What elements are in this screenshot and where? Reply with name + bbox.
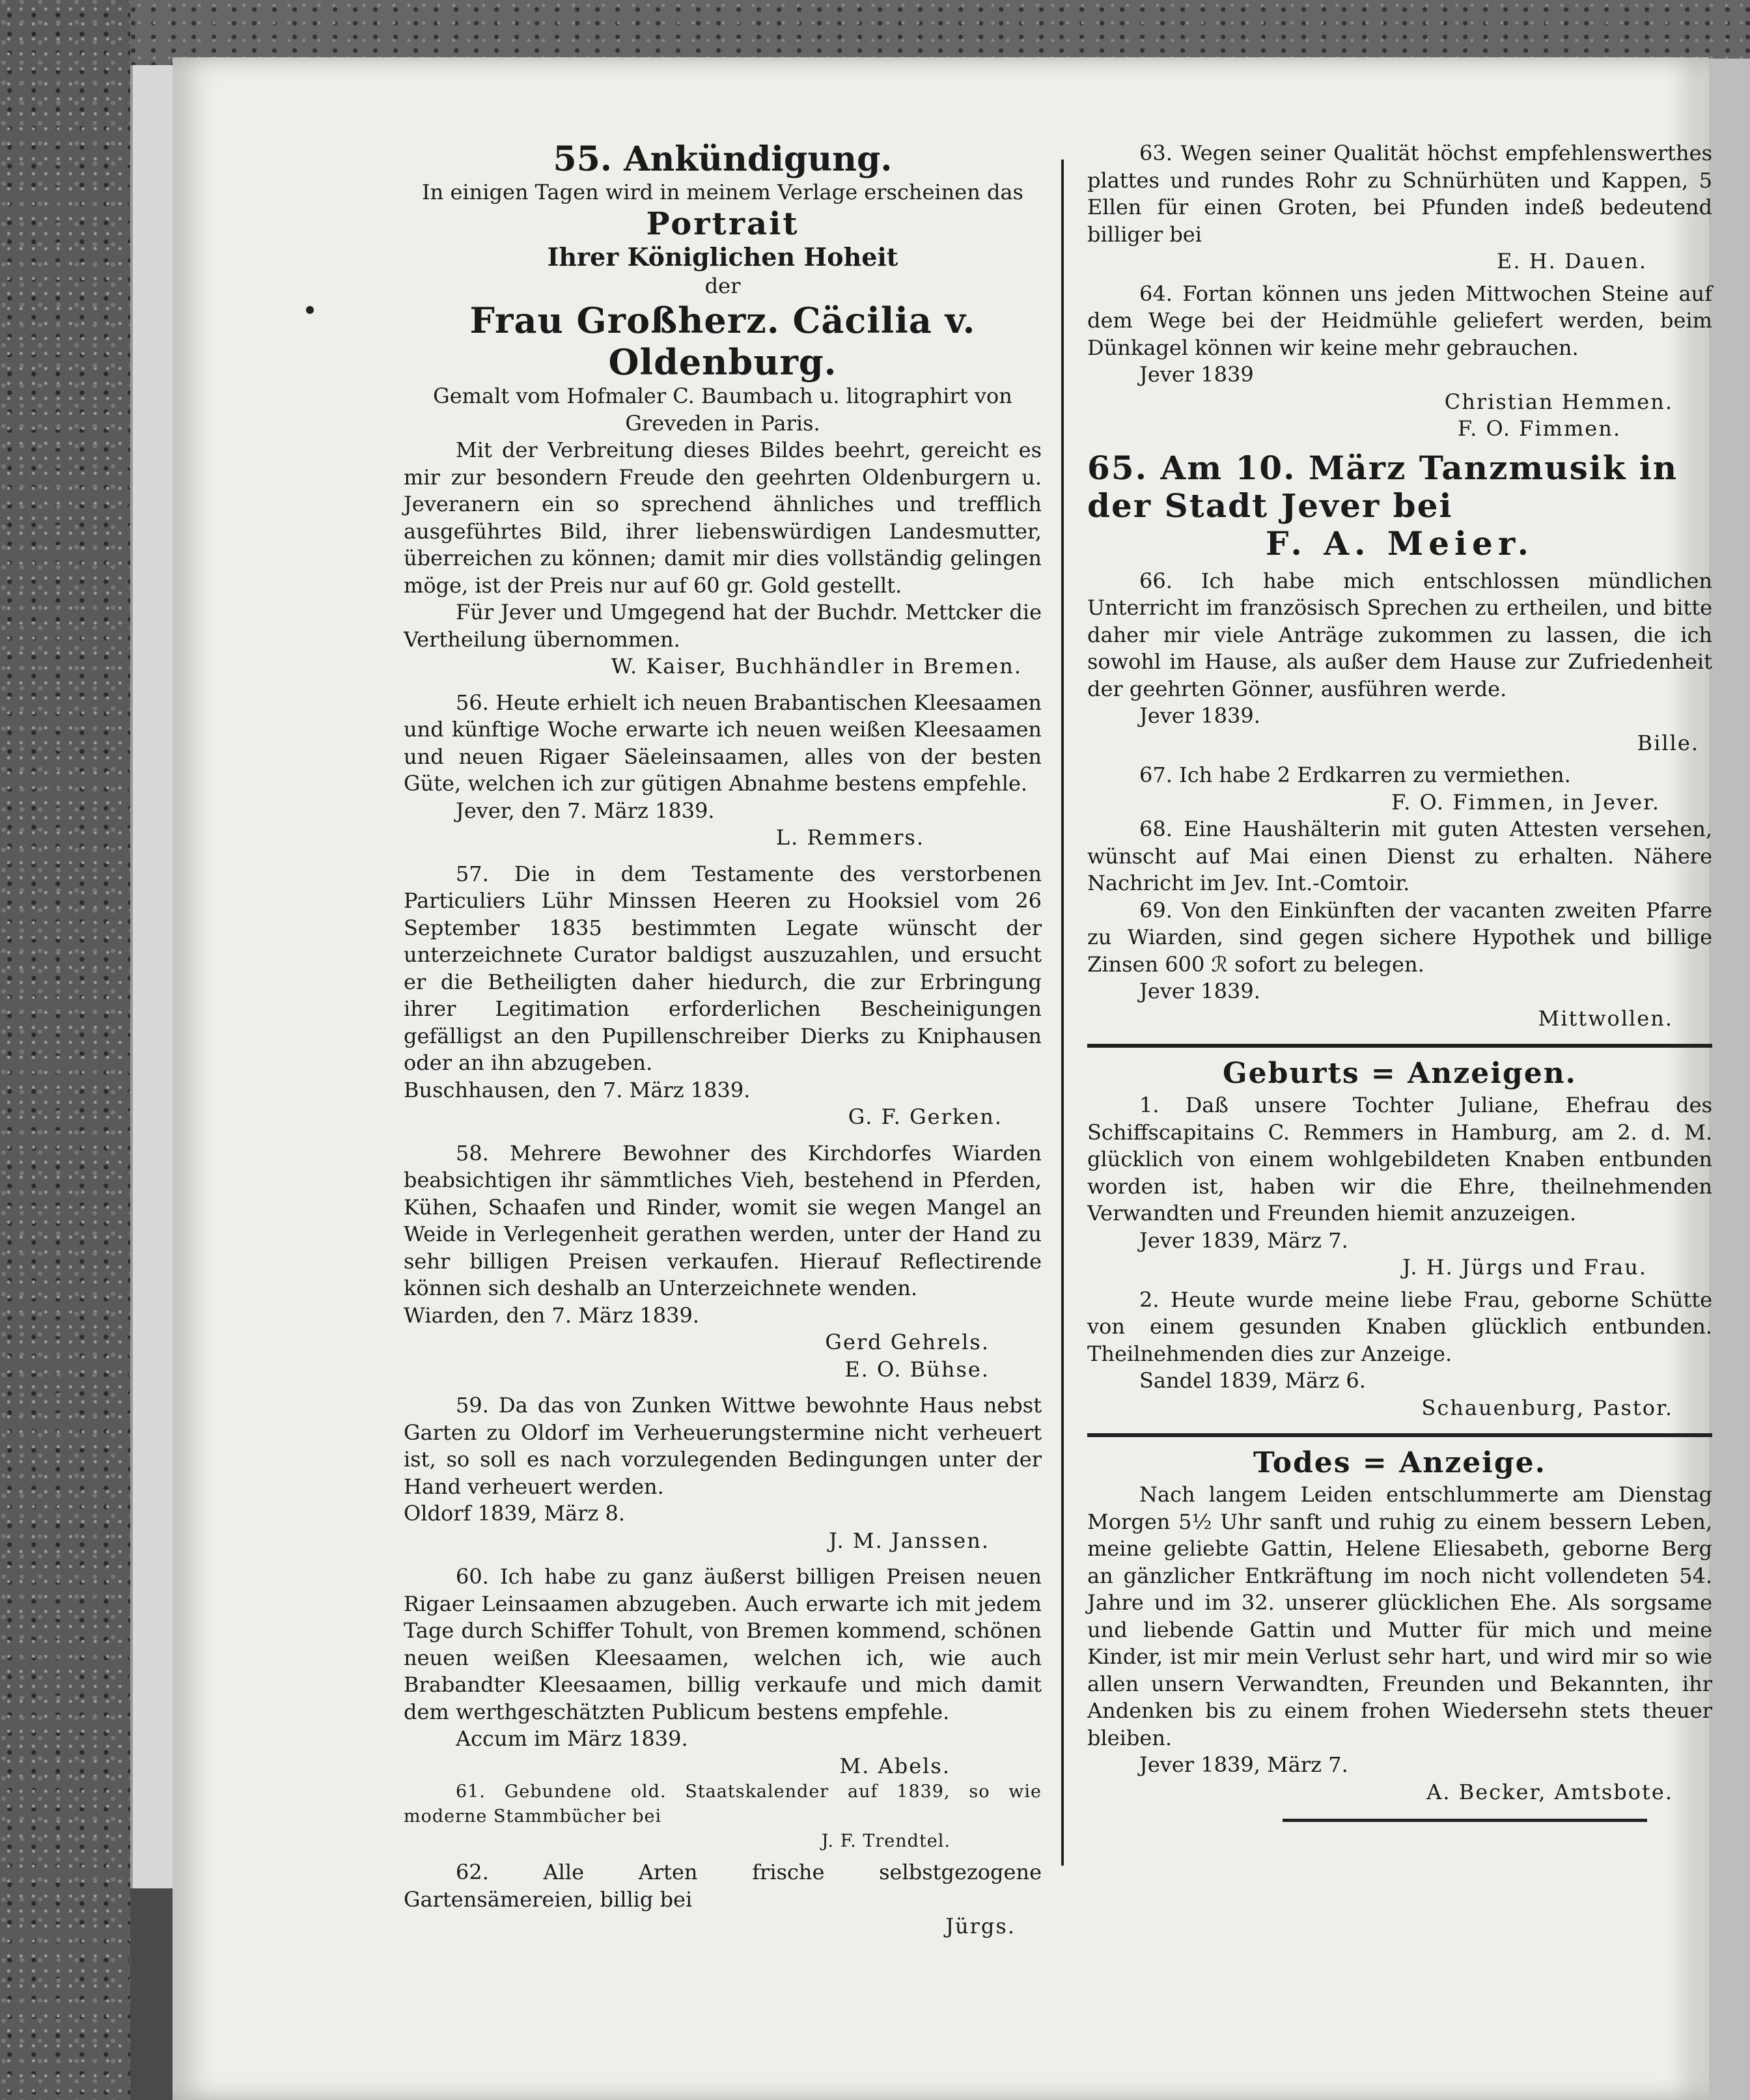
entry-60: 60. Ich habe zu ganz äußerst billigen Preisen neuen Rigaer Leinsaamen abzugeben. Auch erwarte ich mit jedem Tage durch Schiffer Tohult, von Bremen kommend, schönen neuen weißen Kleesaamen, welchen ich, wie auch Brabandter Kleesaamen, billig verkaufe und mich damit dem werthgeschätzten Publicum bestens empfehle. — [404, 1564, 1042, 1724]
birth-1: 1. Daß unsere Tochter Juliane, Ehefrau des Schiffscapitains C. Remmers in Hamburg, am 2. d. M. glücklich von einem wohlgebildeten Knaben entbunden worden ist, haben wir die Ehre, theilnehmenden Verwandten und Freunden hiemit anzuzeigen. — [1087, 1093, 1712, 1225]
death-1: Nach langem Leiden entschlummerte am Dienstag Morgen 5½ Uhr sanft und ruhig zu einem bessern Leben, meine geliebte Gattin, Helene Eliesabeth, geborne Berg an gänzlicher Entkräftung im noch nicht vollendeten 54. Jahre und im 32. unserer glücklichen Ehe. Als sorgsame und liebende Gattin und Mutter für mich und meine Kinder, ist mir mein Verlust sehr hart, und wird mir so wie allen unsern Verwandten, Freunden und Bekannten, ihr Andenken bis zu einem frohen Wiedersehn stets theuer bleiben. — [1087, 1482, 1712, 1750]
entry-59-signature: J. M. Janssen. — [829, 1528, 990, 1553]
birth-2-date: Sandel 1839, März 6. — [1139, 1368, 1366, 1393]
closing-rule — [1283, 1819, 1647, 1822]
entry-55-painter: Gemalt vom Hofmaler C. Baumbach u. litographirt von Greveden in Paris. — [433, 384, 1012, 436]
death-top-rule — [1087, 1433, 1712, 1437]
entry-55-title: Ankündigung. — [624, 139, 893, 179]
entry-56: 56. Heute erhielt ich neuen Brabantischen Kleesaamen und künftige Woche erwarte ich neuen weißen Kleesaamen und neuen Rigaer Säeleinsaamen, alles von der besten Güte, welchen ich zur gütigen Abnahme bestens empfehle. — [404, 690, 1042, 796]
column-divider — [1061, 160, 1064, 1866]
ink-dot — [306, 306, 314, 314]
entry-58: 58. Mehrere Bewohner des Kirchdorfes Wiarden beabsichtigen ihr sämmtliches Vieh, bestehend in Pferden, Kühen, Schaafen und Rinder, womit sie wegen Mangel an Weide in Verlegenheit gerathen werden, unter der Hand zu sehr billigen Preisen verkaufen. Hierauf Reflectirende können sich deshalb an Unterzeichnete wenden. — [404, 1140, 1042, 1300]
entry-58-date: Wiarden, den 7. März 1839. — [404, 1302, 699, 1328]
entry-57-signature: G. F. Gerken. — [848, 1104, 1003, 1129]
entry-64-date: Jever 1839 — [1139, 362, 1254, 387]
death-heading: Todes = Anzeige. — [1253, 1446, 1546, 1479]
scan-background-left — [0, 0, 130, 2100]
entry-64: 64. Fortan können uns jeden Mittwochen Steine auf dem Wege bei der Heidmühle geliefert werden, beim Dünkagel können wir keine mehr gebrauchen. — [1087, 281, 1712, 360]
entry-69: 69. Von den Einkünften der vacanten zweiten Pfarre zu Wiarden, sind gegen sichere Hypothek und billige Zinsen 600 ℛ sofort zu belegen. — [1087, 897, 1712, 977]
entry-63: 63. Wegen seiner Qualität höchst empfehlenswerthes plattes und rundes Rohr zu Schnürhüten und Kappen, 5 Ellen für einen Groten, bei Pfunden indeß bedeutend billiger bei — [1087, 141, 1712, 247]
entry-68: 68. Eine Haushälterin mit guten Attesten versehen, wünscht auf Mai einen Dienst zu erhalten. Nähere Nachricht im Jev. Int.-Comtoir. — [1087, 817, 1712, 895]
birth-1-signature: J. H. Jürgs und Frau. — [1402, 1255, 1647, 1280]
entry-62: 62. Alle Arten frische selbstgezogene Gartensämereien, billig bei — [404, 1860, 1042, 1912]
entry-59: 59. Da das von Zunken Wittwe bewohnte Haus nebst Garten zu Oldorf im Verheuerungstermine nicht verheuert ist, so soll es nach vorzulegenden Bedingungen unter der Hand verheuert werden. — [404, 1393, 1042, 1499]
page-edge-right — [1709, 59, 1750, 2100]
entry-60-date: Accum im März 1839. — [456, 1726, 688, 1751]
entry-60-signature: M. Abels. — [839, 1753, 951, 1778]
birth-2-signature: Schauenburg, Pastor. — [1421, 1395, 1673, 1420]
entry-66: 66. Ich habe mich entschlossen mündlichen Unterricht im französisch Sprechen zu ertheilen, und bitte daher mir viele Anträge zukommen zu lassen, die ich sowohl im Hause, als außer dem Hause zur Zufriedenheit der geehrten Gönner, ausführen werde. — [1087, 568, 1712, 701]
entry-55-intro: In einigen Tagen wird in meinem Verlage erscheinen das — [422, 180, 1023, 204]
death-1-date: Jever 1839, März 7. — [1139, 1752, 1348, 1777]
entry-59-date: Oldorf 1839, März 8. — [404, 1501, 626, 1526]
entry-57-date: Buschhausen, den 7. März 1839. — [404, 1077, 751, 1102]
entry-62-signature: Jürgs. — [945, 1914, 1016, 1939]
entry-58-signature-1: Gerd Gehrels. — [825, 1330, 990, 1354]
entry-67: 67. Ich habe 2 Erdkarren zu vermiethen. — [1139, 763, 1571, 787]
entry-55-portrait: Portrait — [646, 205, 799, 242]
entry-55-number: 55. — [553, 139, 612, 179]
entry-55-der: der — [704, 273, 741, 298]
entry-55-heading — [404, 140, 1042, 179]
births-top-rule — [1087, 1044, 1712, 1048]
entry-64-signature-1: Christian Hemmen. — [1444, 389, 1673, 414]
births-heading: Geburts = Anzeigen. — [1223, 1057, 1577, 1090]
birth-2: 2. Heute wurde meine liebe Frau, geborne Schütte von einem gesunden Knaben glücklich entbunden. Theilnehmenden dies zur Anzeige. — [1087, 1287, 1712, 1366]
entry-61-signature: J. F. Trendtel. — [821, 1831, 951, 1851]
death-1-signature: A. Becker, Amtsbote. — [1426, 1779, 1673, 1804]
entry-58-signature-2: E. O. Bühse. — [844, 1356, 990, 1382]
entry-66-signature: Bille. — [1637, 730, 1699, 755]
entry-65: 65. Am 10. März Tanzmusik in der Stadt Jever bei — [1087, 448, 1678, 525]
entry-55-hoheit: Ihrer Königlichen Hoheit — [547, 242, 898, 272]
entry-57: 57. Die in dem Testamente des verstorbenen Particuliers Lühr Minssen Heeren zu Hooksiel vom 26 September 1835 bestimmten Legate wünscht der unterzeichnete Curator baldigst auszuzahlen, und ersucht er die Betheiligten daher hiedurch, die zur Erbringung ihrer Legitimation erforderlichen Bescheinigungen gefälligst an den Pupillenschreiber Dierks zu Kniphausen oder an ihn abzugeben. — [404, 861, 1042, 1075]
birth-1-date: Jever 1839, März 7. — [1139, 1227, 1348, 1253]
entry-56-signature: L. Remmers. — [775, 825, 924, 850]
entry-55-body2: Für Jever und Umgegend hat der Buchdr. Mettcker die Vertheilung übernommen. — [404, 600, 1042, 652]
entry-55-signature: W. Kaiser, Buchhändler in Bremen. — [611, 654, 1022, 679]
left-column — [404, 140, 1042, 1940]
entry-69-date: Jever 1839. — [1139, 979, 1260, 1003]
entry-69-signature: Mittwollen. — [1538, 1005, 1673, 1031]
entry-65-signature: F. A. Meier. — [1265, 524, 1534, 563]
entry-67-signature: F. O. Fimmen, in Jever. — [1391, 789, 1660, 815]
right-column — [1087, 140, 1712, 1822]
entry-55-name: Frau Großherz. Cäcilia v. Oldenburg. — [469, 300, 976, 383]
entry-61: 61. Gebundene old. Staatskalender auf 1839, so wie moderne Stammbücher bei — [404, 1782, 1042, 1827]
entry-63-signature: E. H. Dauen. — [1496, 249, 1647, 273]
entry-56-date: Jever, den 7. März 1839. — [456, 798, 715, 823]
entry-66-date: Jever 1839. — [1139, 703, 1260, 728]
entry-55-body: Mit der Verbreitung dieses Bildes beehrt, gereicht es mir zur besondern Freude den geehrten Oldenburgern u. Jeveranern ein so sprechend ähnliches und trefflich ausgeführtes Bild, ihrer liebenswürdigen Landesmutter, überreichen zu können; damit mir dies vollständig gelingen möge, ist der Preis nur auf 60 gr. Gold gestellt. — [404, 438, 1042, 598]
entry-64-signature-2: F. O. Fimmen. — [1457, 416, 1621, 441]
